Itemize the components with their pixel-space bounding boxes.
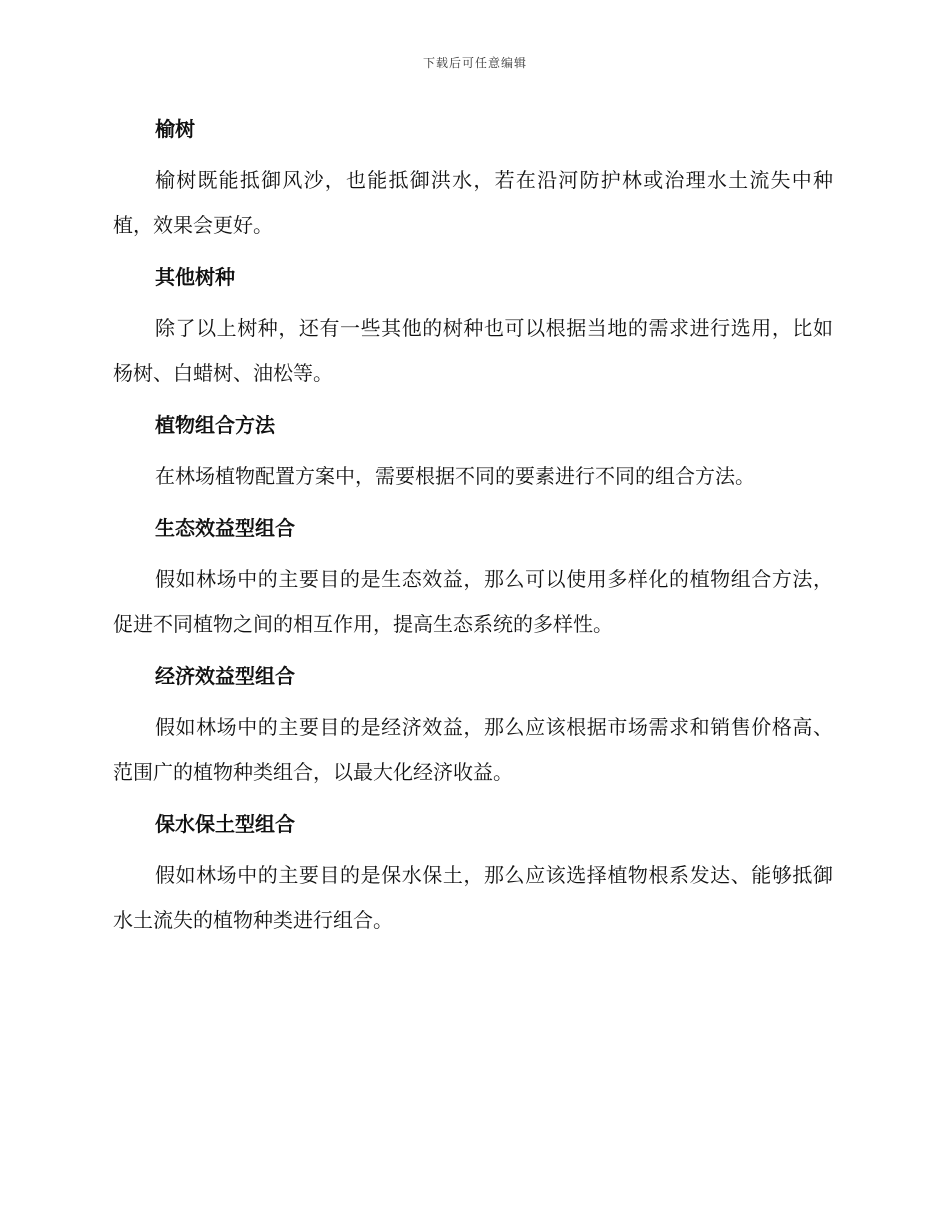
section-title-ecological: 生态效益型组合 [155, 516, 295, 540]
section-title-elm: 榆树 [155, 117, 195, 141]
section-body-ecological: 假如林场中的主要目的是生态效益，那么可以使用多样化的植物组合方法，促进不同植物之间的相互作用，提高生态系统的多样性。 [113, 567, 833, 636]
section-body-other-trees: 除了以上树种，还有一些其他的树种也可以根据当地的需求进行选用，比如杨树、白蜡树、油松等。 [113, 316, 833, 385]
section-title-other-trees: 其他树种 [155, 265, 235, 289]
section-body-elm: 榆树既能抵御风沙，也能抵御洪水，若在沿河防护林或治理水土流失中种植，效果会更好。 [113, 168, 833, 237]
section-title-soil-water: 保水保土型组合 [155, 812, 295, 836]
document-body [113, 110, 833, 953]
header-note: 下载后可任意编辑 [422, 56, 527, 70]
section-title-economic: 经济效益型组合 [155, 664, 295, 688]
section-title-plant-combination: 植物组合方法 [155, 413, 275, 437]
section-body-soil-water: 假如林场中的主要目的是保水保土，那么应该选择植物根系发达、能够抵御水土流失的植物种类进行组合。 [113, 863, 833, 932]
section-body-economic: 假如林场中的主要目的是经济效益，那么应该根据市场需求和销售价格高、范围广的植物种类组合，以最大化经济收益。 [113, 715, 833, 784]
section-body-plant-combination: 在林场植物配置方案中，需要根据不同的要素进行不同的组合方法。 [155, 464, 755, 488]
